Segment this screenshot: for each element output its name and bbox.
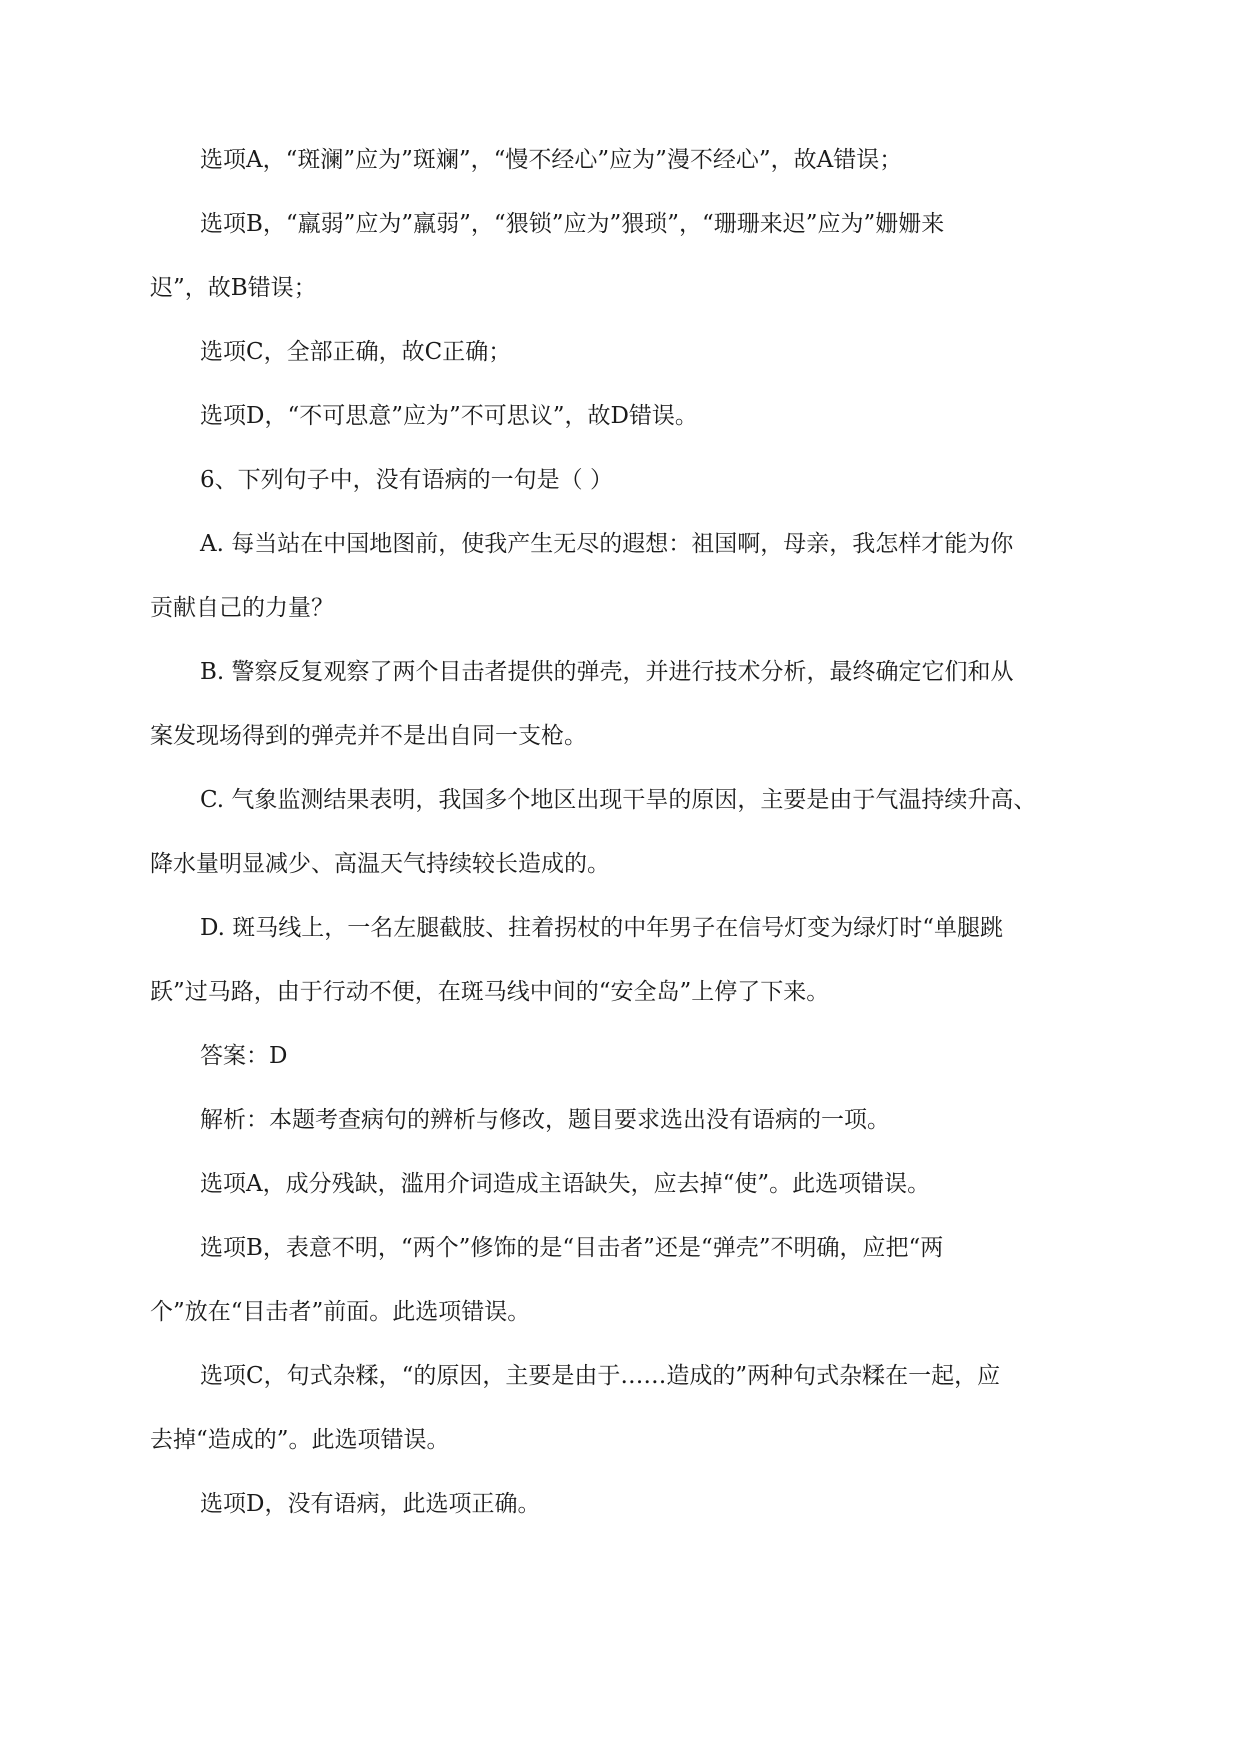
analysis-c [150, 1362, 1090, 1455]
text-line: 选项A，“斑澜”应为”斑斓”，“慢不经心”应为”漫不经心”，故A错误； [200, 147, 903, 173]
option-b [150, 658, 1090, 751]
paragraph-3 [150, 338, 1090, 367]
option-d [150, 914, 1090, 1007]
text-line: 去掉“造成的”。此选项错误。 [150, 1427, 450, 1453]
text-line: 贡献自己的力量？ [150, 595, 334, 621]
analysis-a [150, 1170, 1090, 1199]
question-text: 6、下列句子中，没有语病的一句是（ ） [200, 467, 613, 493]
text-line: D. 斑马线上，一名左腿截肢、拄着拐杖的中年男子在信号灯变为绿灯时“单腿跳 [200, 915, 1004, 941]
paragraph-1 [150, 146, 1090, 175]
paragraph-2 [150, 210, 1090, 303]
text-line: 迟”，故B错误； [150, 275, 317, 301]
text-line: C. 气象监测结果表明，我国多个地区出现干旱的原因，主要是由于气温持续升高、 [200, 787, 1037, 813]
text-line: A. 每当站在中国地图前，使我产生无尽的遐想：祖国啊，母亲，我怎样才能为你 [200, 531, 1014, 557]
text-line: 选项A，成分残缺，滥用介词造成主语缺失，应去掉“使”。此选项错误。 [200, 1171, 931, 1197]
text-line: 选项D，没有语病，此选项正确。 [200, 1491, 541, 1517]
paragraph-4 [150, 402, 1090, 431]
text-line: 选项B，“羸弱”应为”羸弱”，“猥锁”应为”猥琐”，“珊珊来迟”应为”姗姗来 [200, 211, 945, 237]
question-6 [150, 466, 1090, 495]
option-c [150, 786, 1090, 879]
text-line: 降水量明显减少、高温天气持续较长造成的。 [150, 851, 610, 877]
text-line: 选项D，“不可思意”应为”不可思议”，故D错误。 [200, 403, 698, 429]
text-line: 选项C，句式杂糅，“的原因，主要是由于……造成的”两种句式杂糅在一起，应 [200, 1363, 1001, 1389]
analysis-d [150, 1490, 1090, 1519]
text-line: 解析：本题考查病句的辨析与修改，题目要求选出没有语病的一项。 [200, 1107, 890, 1133]
text-line: 案发现场得到的弹壳并不是出自同一支枪。 [150, 723, 587, 749]
answer-text: 答案：D [200, 1043, 288, 1069]
document-body [150, 146, 1090, 1519]
text-line: 选项B，表意不明，“两个”修饰的是“目击者”还是“弹壳”不明确，应把“两 [200, 1235, 944, 1261]
text-line: B. 警察反复观察了两个目击者提供的弹壳，并进行技术分析，最终确定它们和从 [200, 659, 1014, 685]
text-line: 选项C，全部正确，故C正确； [200, 339, 512, 365]
analysis-intro [150, 1106, 1090, 1135]
text-line: 跃”过马路，由于行动不便，在斑马线中间的“安全岛”上停了下来。 [150, 979, 830, 1005]
option-a [150, 530, 1090, 623]
text-line: 个”放在“目击者”前面。此选项错误。 [150, 1299, 531, 1325]
answer [150, 1042, 1090, 1071]
analysis-b [150, 1234, 1090, 1327]
